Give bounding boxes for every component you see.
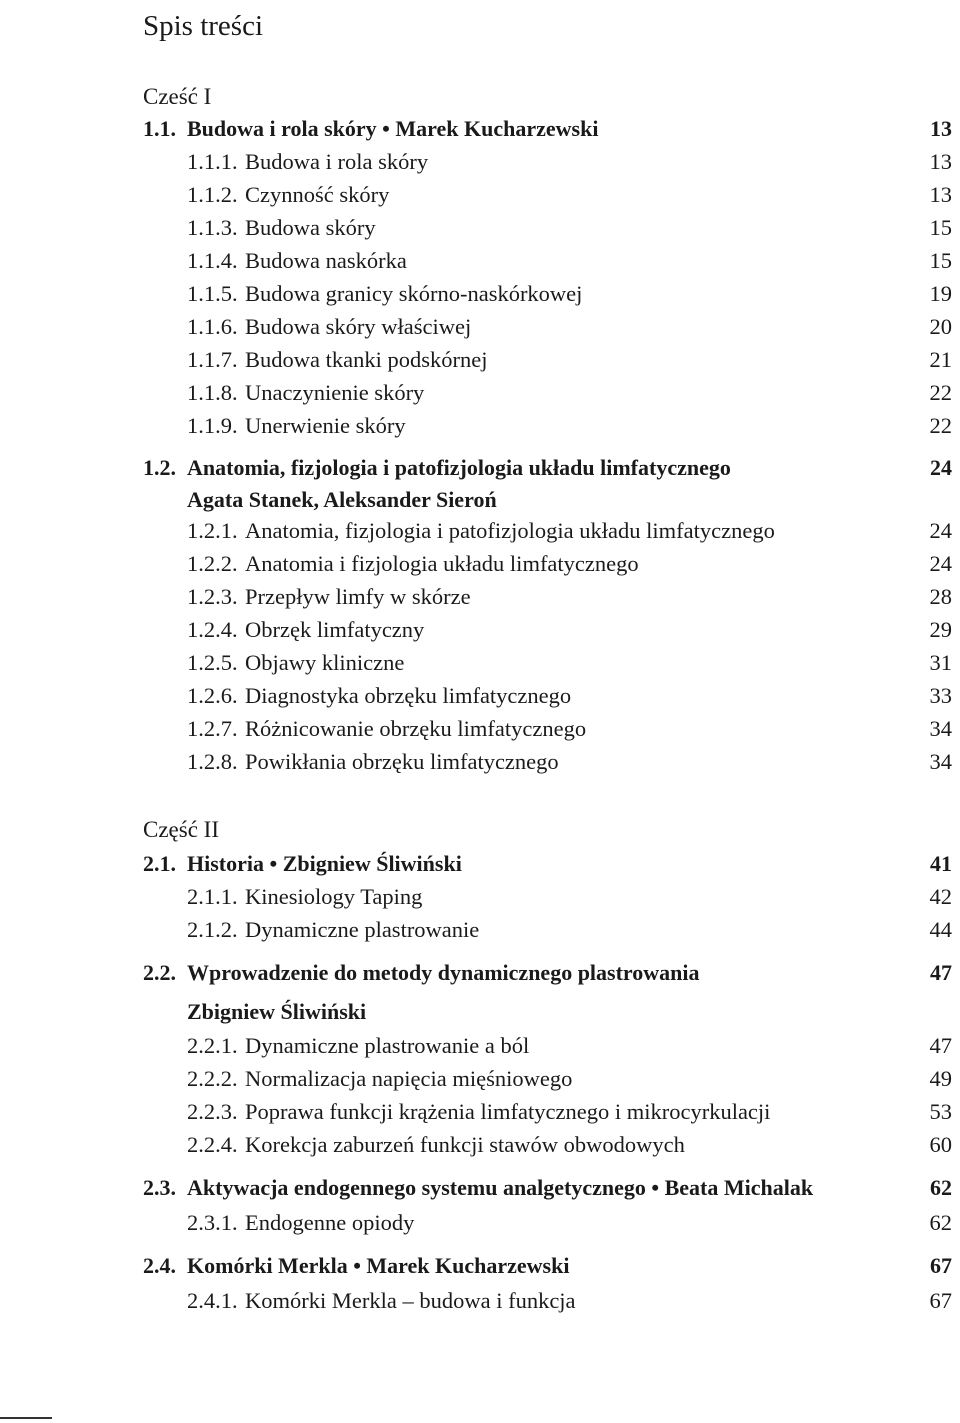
toc-subsection-entry [0,713,960,745]
entry-number: 1.2.6. [187,683,238,708]
entry-number: 1.1.4. [187,248,238,273]
entry-number: 2.1. [143,851,176,876]
toc-subsection-entry [0,614,960,646]
toc-subsection-entry [0,1030,960,1062]
entry-number: 2.2.1. [187,1033,238,1058]
toc-subsection-entry [0,278,960,310]
entry-page-number: 24 [929,551,952,576]
entry-title: Diagnostyka obrzęku limfatycznego [245,683,572,708]
entry-title: Anatomia, fizjologia i patofizjologia układu limfatycznego [245,518,775,543]
entry-title: Przepływ limfy w skórze [245,584,471,609]
entry-page-number: 34 [929,749,952,774]
entry-page-number: 49 [929,1066,952,1091]
entry-number: 1.2.5. [187,650,238,675]
entry-title: Kinesiology Taping [245,884,423,909]
entry-title: Powikłania obrzęku limfatycznego [245,749,559,774]
entry-title: Unerwienie skóry [245,413,406,438]
entry-page-number: 34 [929,716,952,741]
toc-author-line [0,996,960,1028]
entry-number: 1.2.1. [187,518,238,543]
entry-number: 2.1.2. [187,917,238,942]
entry-number: 1.1.8. [187,380,238,405]
entry-title: Budowa skóry właściwej [245,314,472,339]
entry-title: Wprowadzenie do metody dynamicznego plastrowania [187,960,700,985]
toc-section-entry [0,957,960,989]
toc-subsection-entry [0,881,960,913]
toc-subsection-entry [0,311,960,343]
part-heading-2: Część II [143,817,219,842]
entry-page-number: 24 [929,518,952,543]
toc-section-entry [0,848,960,880]
entry-page-number: 13 [930,116,952,141]
toc-subsection-entry [0,377,960,409]
entry-page-number: 47 [929,1033,952,1058]
entry-page-number: 22 [929,413,952,438]
entry-number: 2.4. [143,1253,176,1278]
entry-title: Poprawa funkcji krążenia limfatycznego i mikrocyrkulacji [245,1099,771,1124]
entry-page-number: 13 [929,149,952,174]
entry-number: 1.1.9. [187,413,238,438]
entry-page-number: 60 [929,1132,952,1157]
toc-section-entry [0,1172,960,1204]
entry-title: Budowa naskórka [245,248,407,273]
entry-title: Anatomia, fizjologia i patofizjologia układu limfatycznego [187,455,731,480]
entry-number: 2.2. [143,960,176,985]
entry-title: Endogenne opiody [245,1210,415,1235]
entry-number: 1.1.7. [187,347,238,372]
entry-title: Unaczynienie skóry [245,380,425,405]
toc-subsection-entry [0,344,960,376]
entry-number: 1.2.7. [187,716,238,741]
entry-page-number: 53 [929,1099,952,1124]
entry-title: Dynamiczne plastrowanie [245,917,480,942]
entry-title: Korekcja zaburzeń funkcji stawów obwodowych [245,1132,685,1157]
entry-page-number: 28 [929,584,952,609]
entry-page-number: 19 [929,281,952,306]
entry-title: Anatomia i fizjologia układu limfatycznego [245,551,639,576]
entry-title: Budowa tkanki podskórnej [245,347,488,372]
entry-number: 2.2.2. [187,1066,238,1091]
toc-subsection-entry [0,1096,960,1128]
entry-page-number: 33 [929,683,952,708]
entry-page-number: 15 [929,248,952,273]
entry-title: Obrzęk limfatyczny [245,617,425,642]
toc-section-entry [0,113,960,145]
entry-title: Objawy kliniczne [245,650,405,675]
toc-subsection-entry [0,1129,960,1161]
entry-title: Normalizacja napięcia mięśniowego [245,1066,573,1091]
toc-subsection-entry [0,680,960,712]
toc-subsection-entry [0,146,960,178]
entry-number: 1.2.3. [187,584,238,609]
entry-number: 1.1.6. [187,314,238,339]
entry-number: 1.1.2. [187,182,238,207]
entry-number: 1.1.3. [187,215,238,240]
entry-page-number: 67 [930,1253,952,1278]
toc-subsection-entry [0,410,960,442]
entry-page-number: 42 [929,884,952,909]
entry-page-number: 24 [930,455,952,480]
entry-number: 2.1.1. [187,884,238,909]
entry-page-number: 41 [930,851,952,876]
entry-title: Komórki Merkla • Marek Kucharzewski [187,1253,570,1278]
toc-subsection-entry [0,581,960,613]
toc-section-entry [0,1250,960,1282]
entry-page-number: 22 [929,380,952,405]
entry-title: Budowa i rola skóry • Marek Kucharzewski [187,116,599,141]
toc-subsection-entry [0,515,960,547]
entry-page-number: 29 [929,617,952,642]
entry-number: 1.2.2. [187,551,238,576]
toc-subsection-entry [0,914,960,946]
entry-number: 2.2.3. [187,1099,238,1124]
entry-number: 1.1.5. [187,281,238,306]
entry-page-number: 47 [930,960,952,985]
footer-rule [0,1417,52,1419]
entry-number: 1.1.1. [187,149,238,174]
entry-page-number: 31 [929,650,952,675]
entry-number: 1.1. [143,116,176,141]
toc-subsection-entry [0,212,960,244]
toc-subsection-entry [0,746,960,778]
entry-title: Budowa skóry [245,215,376,240]
entry-number: 2.3.1. [187,1210,238,1235]
entry-title: Aktywacja endogennego systemu analgetycznego • Beata Michalak [187,1175,814,1200]
entry-title: Zbigniew Śliwiński [187,999,367,1024]
entry-page-number: 21 [929,347,952,372]
entry-number: 1.2.8. [187,749,238,774]
entry-title: Komórki Merkla – budowa i funkcja [245,1288,576,1313]
entry-page-number: 13 [929,182,952,207]
entry-number: 1.2.4. [187,617,238,642]
entry-number: 2.3. [143,1175,176,1200]
entry-number: 2.2.4. [187,1132,238,1157]
toc-section-entry [0,452,960,484]
entry-title: Różnicowanie obrzęku limfatycznego [245,716,587,741]
entry-page-number: 67 [929,1288,952,1313]
entry-page-number: 44 [929,917,952,942]
entry-title: Historia • Zbigniew Śliwiński [187,851,462,876]
toc-subsection-entry [0,1285,960,1317]
entry-title: Czynność skóry [245,182,390,207]
entry-page-number: 62 [929,1210,952,1235]
toc-subsection-entry [0,548,960,580]
part-heading-1: Cześć I [143,84,212,109]
entry-title: Dynamiczne plastrowanie a ból [245,1033,530,1058]
toc-subsection-entry [0,179,960,211]
entry-title: Budowa i rola skóry [245,149,429,174]
entry-title: Budowa granicy skórno-naskórkowej [245,281,583,306]
toc-subsection-entry [0,1063,960,1095]
toc-subsection-entry [0,245,960,277]
entry-page-number: 62 [930,1175,952,1200]
entry-number: 2.4.1. [187,1288,238,1313]
entry-title: Agata Stanek, Aleksander Sieroń [187,487,497,512]
toc-subsection-entry [0,1207,960,1239]
entry-number: 1.2. [143,455,176,480]
entry-page-number: 15 [929,215,952,240]
page-title: Spis treści [143,10,264,42]
toc-subsection-entry [0,647,960,679]
toc-author-line [0,484,960,516]
entry-page-number: 20 [929,314,952,339]
